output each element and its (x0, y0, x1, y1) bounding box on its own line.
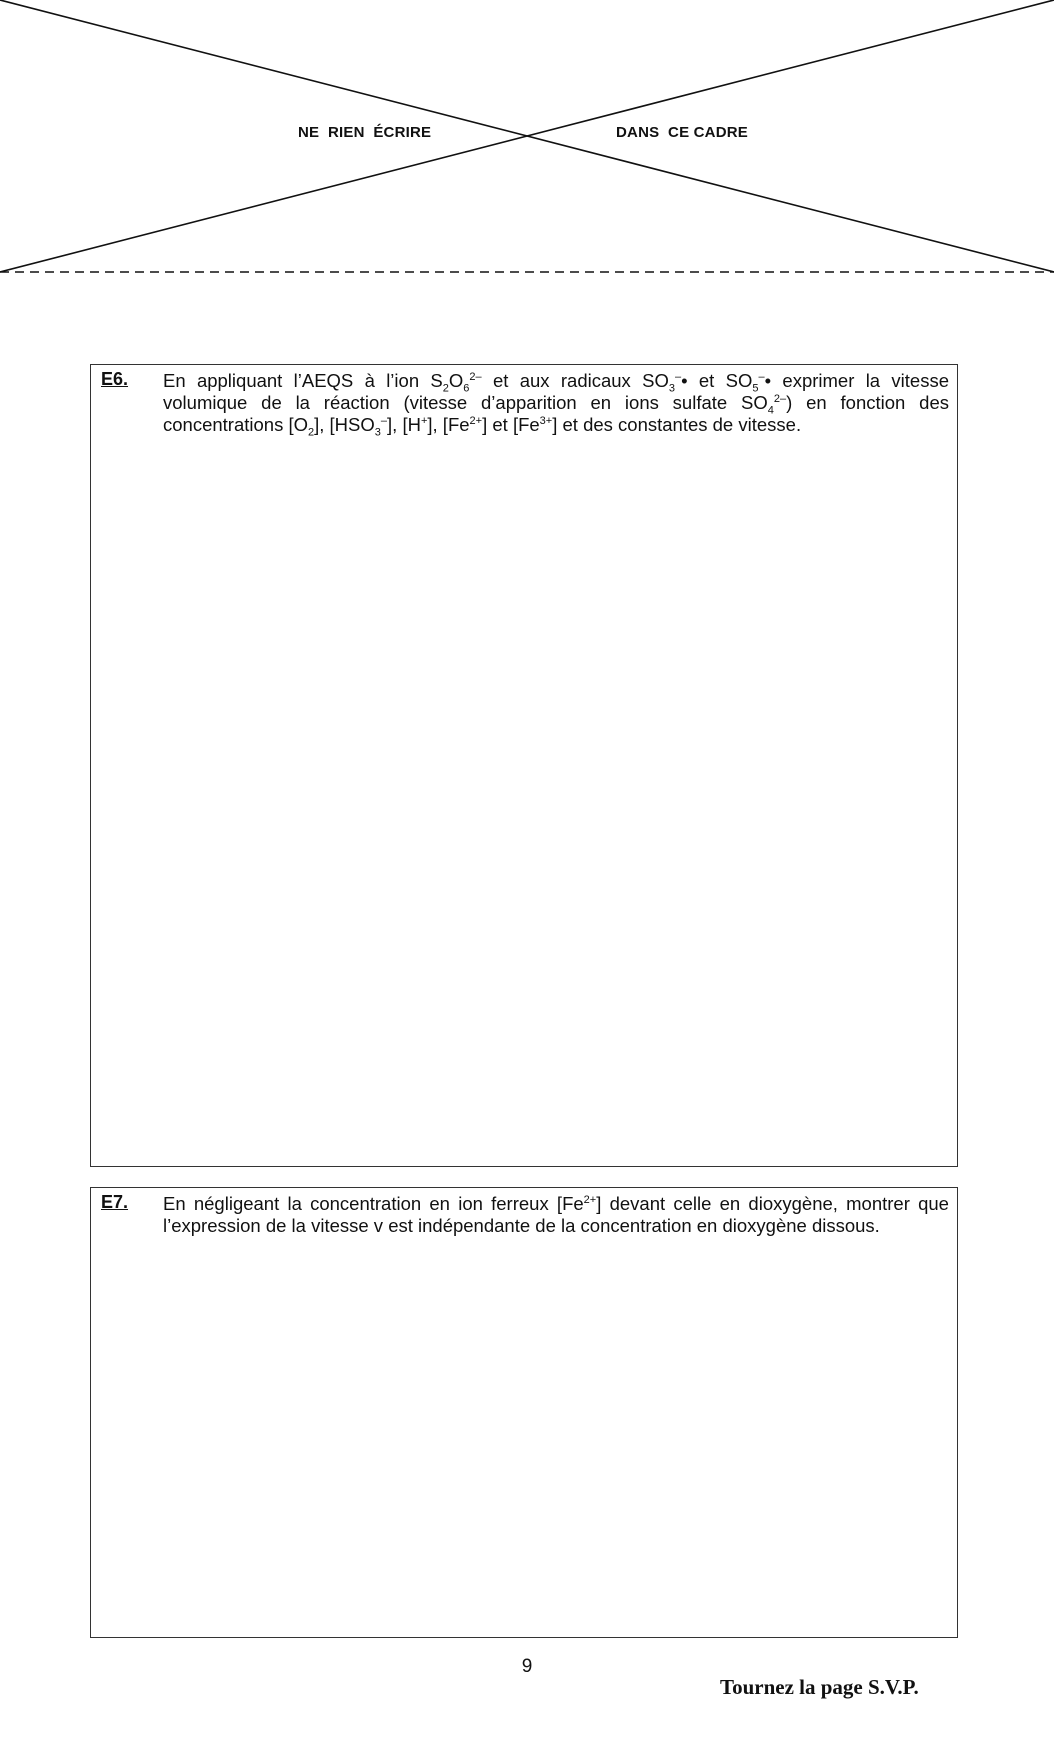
question-text-fragment: 3 (668, 382, 675, 395)
question-text-fragment: 2– (773, 392, 787, 405)
question-text-fragment: 4 (767, 404, 774, 417)
question-text-fragment: et aux radicaux SO (481, 370, 669, 391)
question-text-fragment: + (420, 414, 428, 427)
question-number: E7. (101, 1192, 129, 1212)
question-text-fragment: – (758, 370, 765, 383)
question-text-fragment: ] et [Fe (482, 414, 540, 435)
header-label-right: DANS CE CADRE (616, 124, 748, 141)
question-text-fragment: En négligeant la concentration en ion ferreux [Fe (163, 1193, 584, 1214)
question-text-fragment: – (380, 414, 388, 427)
no-write-zone (0, 0, 1054, 280)
question-text-fragment: ], [H (387, 414, 421, 435)
question-text-fragment: 2+ (583, 1193, 597, 1206)
answer-box-e6[interactable] (90, 364, 958, 1167)
question-text-fragment: 2+ (469, 414, 483, 427)
question-text (163, 370, 949, 439)
question-text-fragment: • exprimer la vitesse volumique de la réaction (vitesse d’apparition en ions sulfate SO (163, 370, 949, 413)
question-text-fragment: ] et des constantes de vitesse. (552, 414, 802, 435)
question-text-fragment: ) en fonction des concentrations [O (163, 392, 949, 435)
question-text-fragment: 5 (752, 382, 759, 395)
question-text (163, 1193, 949, 1237)
question-text-fragment: O (448, 370, 464, 391)
question-text-fragment: – (674, 370, 682, 383)
question-text-fragment: ] devant celle en dioxygène, montrer que l’expression de la vitesse v est indépendante de la concentration en dioxygène dissous. (163, 1193, 949, 1236)
question-text-fragment: 6 (463, 382, 470, 395)
header-label-left: NE RIEN ÉCRIRE (298, 124, 432, 141)
question-text-fragment: 3+ (539, 414, 553, 427)
question-text-fragment: ], [Fe (427, 414, 470, 435)
turn-page-note: Tournez la page S.V.P. (720, 1675, 919, 1699)
question-text-fragment: 2 (308, 426, 315, 439)
question-text-fragment: 2 (442, 382, 449, 395)
question-text-fragment: En appliquant l’AEQS à l’ion S (163, 370, 443, 391)
question-text-fragment: 3 (374, 426, 381, 439)
question-text-fragment: • et SO (681, 370, 753, 391)
answer-box-e7[interactable] (90, 1187, 958, 1638)
question-number: E6. (101, 369, 129, 389)
page-number: 9 (521, 1656, 533, 1677)
question-text-fragment: ], [HSO (314, 414, 375, 435)
question-text-fragment: 2– (469, 370, 482, 383)
